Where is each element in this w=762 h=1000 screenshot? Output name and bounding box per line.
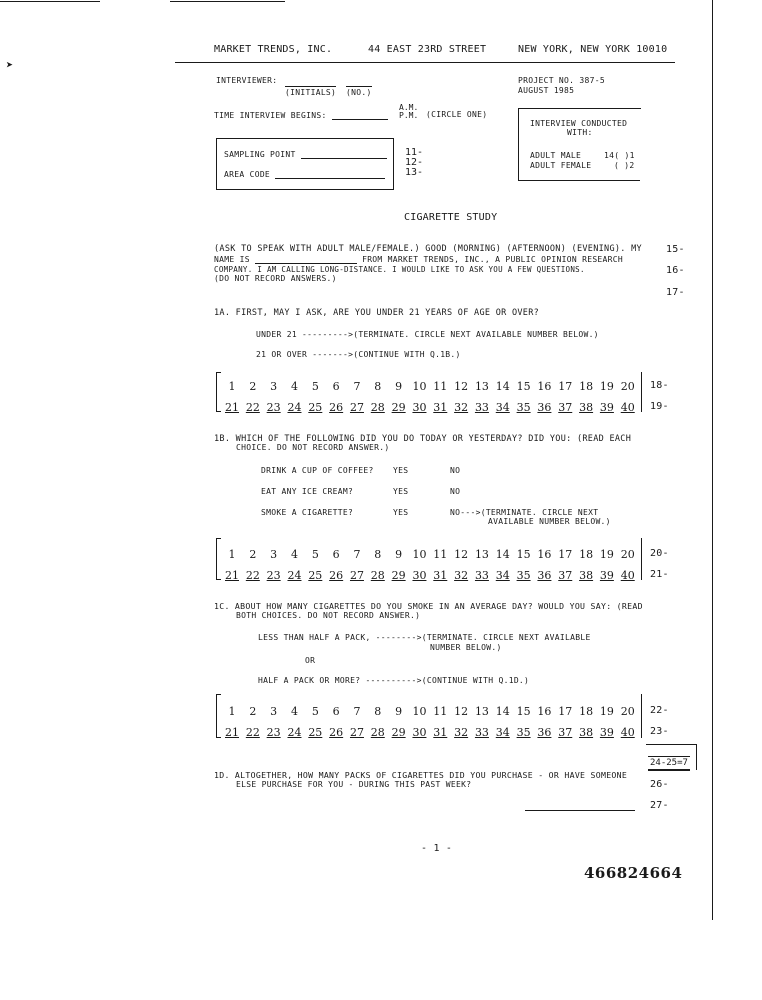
grid-number[interactable]: 21	[225, 401, 239, 414]
grid-number[interactable]: 38	[579, 569, 594, 582]
adult-female-label: ADULT FEMALE	[530, 161, 592, 170]
grid-number[interactable]: 11	[433, 705, 448, 718]
q1b-item-cigarette: SMOKE A CIGARETTE?	[261, 508, 354, 517]
grid-number[interactable]: 40	[620, 726, 635, 739]
q1c-code-box: 24-25=7	[648, 756, 690, 771]
q1a-code-a: 18-	[650, 380, 669, 391]
q1b-cigarette-no-terminate[interactable]: NO--->(TERMINATE. CIRCLE NEXT	[450, 508, 599, 517]
grid-number[interactable]: 14	[495, 548, 510, 561]
grid-number[interactable]: 4	[290, 548, 298, 561]
area-code-field[interactable]	[275, 169, 385, 179]
grid-number[interactable]: 39	[599, 726, 614, 739]
grid-number[interactable]: 22	[245, 401, 260, 414]
q1b-question-2: CHOICE. DO NOT RECORD ANSWER.)	[236, 443, 390, 452]
grid-number[interactable]: 33	[474, 726, 489, 739]
grid-number[interactable]: 30	[412, 569, 427, 582]
area-code-label: AREA CODE	[224, 169, 385, 179]
interviewer-name-field[interactable]	[255, 255, 357, 264]
grid-number[interactable]: 28	[370, 569, 385, 582]
time-field[interactable]	[332, 110, 388, 120]
grid-number[interactable]: 17	[558, 705, 573, 718]
grid-number[interactable]: 31	[433, 726, 448, 739]
company-city: NEW YORK, NEW YORK 10010	[518, 44, 668, 55]
grid-number[interactable]: 28	[370, 726, 385, 739]
q1a-question: 1A. FIRST, MAY I ASK, ARE YOU UNDER 21 YEARS OF AGE OR OVER?	[214, 308, 540, 318]
grid-number[interactable]: 12	[454, 380, 469, 393]
adult-male-code[interactable]: 14( )1	[604, 151, 635, 160]
intro-code-17: 17-	[666, 287, 685, 298]
grid-number[interactable]: 25	[308, 726, 323, 739]
q1b-code-a: 20-	[650, 548, 669, 559]
grid-number[interactable]: 25	[308, 569, 323, 582]
grid-number[interactable]: 5	[311, 705, 319, 718]
grid-number[interactable]: 31	[433, 401, 448, 414]
conducted-title-1: INTERVIEW CONDUCTED	[530, 119, 628, 128]
grid-number[interactable]: 11	[433, 548, 448, 561]
grid-number[interactable]: 9	[395, 380, 403, 393]
grid-number[interactable]: 13	[474, 548, 489, 561]
grid-number[interactable]: 24	[287, 569, 302, 582]
sampling-box	[216, 138, 394, 190]
grid-number[interactable]: 35	[516, 569, 531, 582]
q1b-code-b: 21-	[650, 569, 669, 580]
q1b-ice-cream-no[interactable]: NO	[450, 487, 461, 496]
q1d-answer-field[interactable]	[525, 810, 635, 811]
project-date: AUGUST 1985	[518, 86, 575, 95]
intro-line-2: NAME IS FROM MARKET TRENDS, INC., A PUBLIC OPINION RESEARCH	[214, 255, 624, 264]
grid-number[interactable]: 27	[349, 569, 364, 582]
grid-number[interactable]: 25	[308, 401, 323, 414]
conducted-title-2: WITH:	[567, 128, 593, 137]
grid-number[interactable]: 3	[270, 548, 278, 561]
grid-number[interactable]: 18	[579, 548, 594, 561]
grid-number[interactable]: 6	[332, 548, 340, 561]
q1c-code-a: 22-	[650, 705, 669, 716]
grid-number[interactable]: 8	[374, 380, 382, 393]
grid-number[interactable]: 10	[412, 548, 427, 561]
intro-line-4: (DO NOT RECORD ANSWERS.)	[214, 274, 337, 283]
grid-number[interactable]: 28	[370, 401, 385, 414]
grid-number[interactable]: 21	[225, 569, 239, 582]
q1b-grid-row-1[interactable]	[222, 548, 638, 561]
grid-number[interactable]: 11	[433, 380, 448, 393]
grid-number[interactable]: 34	[495, 726, 510, 739]
grid-number[interactable]: 13	[474, 380, 489, 393]
q1d-code-b: 27-	[650, 800, 669, 811]
grid-number[interactable]: 2	[249, 548, 257, 561]
company-address: 44 EAST 23RD STREET	[368, 44, 487, 55]
grid-number[interactable]: 34	[495, 569, 510, 582]
q1a-grid-row-2[interactable]	[222, 401, 638, 414]
grid-number[interactable]: 37	[558, 569, 573, 582]
scan-mark: ➤	[6, 58, 14, 72]
grid-number[interactable]: 10	[412, 380, 427, 393]
grid-number[interactable]: 2	[249, 705, 257, 718]
q1c-option-less-than-half: LESS THAN HALF A PACK, -------->(TERMINATE. CIRCLE NEXT AVAILABLE	[258, 633, 591, 642]
grid-number[interactable]: 39	[599, 401, 614, 414]
grid-number[interactable]: 5	[311, 548, 319, 561]
grid-number[interactable]: 12	[454, 548, 469, 561]
grid-number[interactable]: 26	[329, 401, 344, 414]
grid-number[interactable]: 4	[290, 705, 298, 718]
q1b-ice-cream-yes[interactable]: YES	[393, 487, 409, 496]
grid-number[interactable]: 37	[558, 726, 573, 739]
grid-number[interactable]: 40	[620, 569, 635, 582]
grid-number[interactable]: 30	[412, 401, 427, 414]
grid-number[interactable]: 31	[433, 569, 448, 582]
header-rule	[175, 62, 675, 63]
grid-number[interactable]: 36	[537, 401, 552, 414]
grid-number[interactable]: 23	[266, 401, 281, 414]
grid-number[interactable]: 6	[332, 705, 340, 718]
grid-number[interactable]: 9	[395, 705, 403, 718]
grid-number[interactable]: 40	[620, 401, 635, 414]
interviewer-label: INTERVIEWER:	[216, 76, 278, 85]
grid-number[interactable]: 22	[245, 726, 260, 739]
grid-number[interactable]: 33	[474, 569, 489, 582]
grid-number[interactable]: 19	[599, 548, 614, 561]
q1a-code-b: 19-	[650, 401, 669, 412]
grid-number[interactable]: 23	[266, 569, 281, 582]
grid-number[interactable]: 34	[495, 401, 510, 414]
document-id: 466824664	[584, 864, 683, 882]
intro-code-16: 16-	[666, 265, 685, 276]
grid-number[interactable]: 3	[270, 705, 278, 718]
grid-number[interactable]: 6	[332, 380, 340, 393]
grid-number[interactable]: 13	[474, 705, 489, 718]
grid-number[interactable]: 14	[495, 705, 510, 718]
grid-number[interactable]: 23	[266, 726, 281, 739]
grid-number[interactable]: 10	[412, 705, 427, 718]
adult-male-label: ADULT MALE	[530, 151, 582, 160]
q1c-grid-row-1[interactable]	[222, 705, 638, 718]
circle-one-note: (CIRCLE ONE)	[426, 110, 488, 119]
q1b-coffee-no[interactable]: NO	[450, 466, 461, 475]
grid-number[interactable]: 16	[537, 380, 552, 393]
grid-number[interactable]: 16	[537, 705, 552, 718]
q1c-option-half-or-more: HALF A PACK OR MORE? ---------->(CONTINUE WITH Q.1D.)	[258, 676, 530, 685]
time-label: TIME INTERVIEW BEGINS:	[214, 110, 388, 120]
grid-number[interactable]: 32	[454, 569, 469, 582]
q1d-question-1: 1D. ALTOGETHER, HOW MANY PACKS OF CIGARETTES DID YOU PURCHASE - OR HAVE SOMEONE	[214, 770, 628, 780]
sampling-codes: 11- 12- 13-	[405, 147, 424, 178]
q1a-grid-row-1[interactable]	[222, 380, 638, 393]
grid-number[interactable]: 15	[516, 380, 531, 393]
grid-number[interactable]: 19	[599, 380, 614, 393]
grid-number[interactable]: 35	[516, 401, 531, 414]
grid-number[interactable]: 24	[287, 401, 302, 414]
q1a-option-under-21: UNDER 21 --------->(TERMINATE. CIRCLE NEXT AVAILABLE NUMBER BELOW.)	[256, 330, 599, 339]
grid-number[interactable]: 15	[516, 705, 531, 718]
grid-number[interactable]: 1	[228, 705, 236, 718]
grid-number[interactable]: 18	[579, 380, 594, 393]
grid-number[interactable]: 38	[579, 401, 594, 414]
grid-number[interactable]: 22	[245, 569, 260, 582]
grid-number[interactable]: 19	[599, 705, 614, 718]
grid-number[interactable]: 37	[558, 401, 573, 414]
grid-number[interactable]: 29	[391, 726, 406, 739]
company-name: MARKET TRENDS, INC.	[214, 44, 333, 55]
q1d-question-2: ELSE PURCHASE FOR YOU - DURING THIS PAST WEEK?	[236, 780, 472, 789]
q1c-code-b: 23-	[650, 726, 669, 737]
grid-number[interactable]: 36	[537, 569, 552, 582]
grid-number[interactable]: 8	[374, 548, 382, 561]
study-title: CIGARETTE STUDY	[404, 212, 498, 223]
q1c-grid-row-2[interactable]	[222, 726, 638, 739]
grid-number[interactable]: 36	[537, 726, 552, 739]
grid-number[interactable]: 20	[620, 380, 635, 393]
grid-number[interactable]: 29	[391, 569, 406, 582]
grid-number[interactable]: 15	[516, 548, 531, 561]
q1c-question-1: 1C. ABOUT HOW MANY CIGARETTES DO YOU SMOKE IN AN AVERAGE DAY? WOULD YOU SAY: (READ	[214, 601, 643, 611]
q1b-cigarette-yes[interactable]: YES	[393, 508, 409, 517]
intro-code-15: 15-	[666, 244, 685, 255]
initials-field[interactable]: (INITIALS)	[285, 88, 337, 97]
intro-line-3: COMPANY. I AM CALLING LONG-DISTANCE. I WOULD LIKE TO ASK YOU A FEW QUESTIONS.	[214, 265, 585, 274]
sampling-point-label: SAMPLING POINT	[224, 149, 387, 159]
grid-number[interactable]: 7	[353, 380, 361, 393]
adult-female-code[interactable]: ( )2	[614, 161, 635, 170]
grid-number[interactable]: 1	[228, 380, 236, 393]
grid-number[interactable]: 32	[454, 401, 469, 414]
grid-number[interactable]: 26	[329, 726, 344, 739]
grid-number[interactable]: 21	[225, 726, 239, 739]
grid-number[interactable]: 9	[395, 548, 403, 561]
grid-number[interactable]: 27	[349, 726, 364, 739]
q1c-question-2: BOTH CHOICES. DO NOT RECORD ANSWER.)	[236, 611, 421, 620]
q1b-item-ice-cream: EAT ANY ICE CREAM?	[261, 487, 354, 496]
grid-number[interactable]: 7	[353, 548, 361, 561]
grid-number[interactable]: 8	[374, 705, 382, 718]
grid-number[interactable]: 14	[495, 380, 510, 393]
sampling-point-field[interactable]	[301, 149, 387, 159]
am-pm[interactable]: A.M. P.M.	[399, 103, 419, 120]
grid-number[interactable]: 32	[454, 726, 469, 739]
grid-number[interactable]: 17	[558, 380, 573, 393]
grid-number[interactable]: 39	[599, 569, 614, 582]
grid-number[interactable]: 2	[249, 380, 257, 393]
q1b-coffee-yes[interactable]: YES	[393, 466, 409, 475]
q1b-grid-row-2[interactable]	[222, 569, 638, 582]
grid-number[interactable]: 24	[287, 726, 302, 739]
grid-number[interactable]: 4	[290, 380, 298, 393]
q1c-or: OR	[305, 656, 316, 665]
grid-number[interactable]: 38	[579, 726, 594, 739]
q1a-option-21-over: 21 OR OVER ------->(CONTINUE WITH Q.1B.)	[256, 350, 461, 359]
grid-number[interactable]: 3	[270, 380, 278, 393]
grid-number[interactable]: 30	[412, 726, 427, 739]
q1d-code-a: 26-	[650, 779, 669, 790]
grid-number[interactable]: 20	[620, 705, 635, 718]
interviewer-number-field[interactable]: (NO.)	[346, 88, 372, 97]
grid-number[interactable]: 18	[579, 705, 594, 718]
grid-number[interactable]: 12	[454, 705, 469, 718]
q1b-item-coffee: DRINK A CUP OF COFFEE?	[261, 466, 374, 475]
project-number: PROJECT NO. 387-5	[518, 76, 605, 85]
grid-number[interactable]: 16	[537, 548, 552, 561]
grid-number[interactable]: 33	[474, 401, 489, 414]
grid-number[interactable]: 29	[391, 401, 406, 414]
grid-number[interactable]: 20	[620, 548, 635, 561]
intro-line-1: (ASK TO SPEAK WITH ADULT MALE/FEMALE.) GOOD (MORNING) (AFTERNOON) (EVENING). MY	[214, 244, 642, 254]
q1c-option-less-than-half-2: NUMBER BELOW.)	[430, 643, 502, 652]
grid-number[interactable]: 35	[516, 726, 531, 739]
grid-number[interactable]: 17	[558, 548, 573, 561]
q1b-question-1: 1B. WHICH OF THE FOLLOWING DID YOU DO TODAY OR YESTERDAY? DID YOU: (READ EACH	[214, 434, 632, 444]
grid-number[interactable]: 27	[349, 401, 364, 414]
grid-number[interactable]: 5	[311, 380, 319, 393]
grid-number[interactable]: 26	[329, 569, 344, 582]
q1b-no-terminate-2: AVAILABLE NUMBER BELOW.)	[488, 517, 611, 526]
grid-number[interactable]: 1	[228, 548, 236, 561]
page-number: - 1 -	[421, 843, 453, 854]
grid-number[interactable]: 7	[353, 705, 361, 718]
